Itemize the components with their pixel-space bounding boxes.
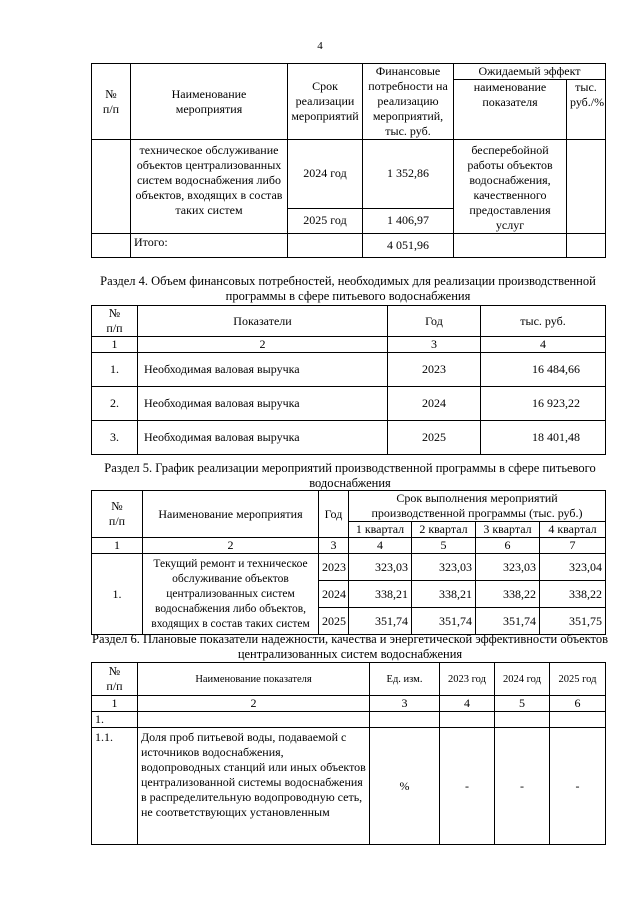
section6-title: Раздел 6. Плановые показатели надежности, качества и энергетической эффективности объектов централизованных систем водоснабжения <box>92 632 608 661</box>
s5-header-q2: 2 квартал <box>412 522 476 538</box>
s5-q3-value: 351,74 <box>476 608 540 635</box>
s6-header-2023: 2023 год <box>440 663 495 696</box>
s4-colnum: 2 <box>138 337 388 353</box>
s5-row-year: 2023 <box>319 554 349 581</box>
s5-colnum: 4 <box>349 538 412 554</box>
s5-header-name: Наименование мероприятия <box>143 491 319 538</box>
table-row-num: 2. <box>92 387 138 421</box>
s6-row2-name: Доля проб питьевой воды, подаваемой с источников водоснабжения, водопроводных станций или иных объектов централизованной системы водоснабжения в распределительную водопроводную сеть, не соответствующих установленным <box>138 728 370 845</box>
table-row-num: 3. <box>92 421 138 455</box>
section4-table <box>91 305 606 455</box>
activity-year-2025: 2025 год <box>288 208 363 233</box>
activity-value-2024: 1 352,86 <box>363 140 454 209</box>
s6-row1-2023 <box>440 712 495 728</box>
table-row-year: 2025 <box>388 421 481 455</box>
s6-row2-2025: - <box>550 728 606 845</box>
s4-colnum: 1 <box>92 337 138 353</box>
s6-row1-num: 1. <box>92 712 138 728</box>
header-term: Срок реализации мероприятий <box>288 64 363 140</box>
s4-header-year: Год <box>388 306 481 337</box>
table-row-value: 18 401,48 <box>481 421 606 455</box>
s5-colnum: 2 <box>143 538 319 554</box>
s6-header-2025: 2025 год <box>550 663 606 696</box>
s5-q1-value: 351,74 <box>349 608 412 635</box>
section6-table <box>91 662 606 845</box>
s6-colnum: 2 <box>138 696 370 712</box>
table-row-num: 1. <box>92 353 138 387</box>
header-finance: Финансовые потребности на реализацию мероприятий, тыс. руб. <box>363 64 454 140</box>
s5-q2-value: 323,03 <box>412 554 476 581</box>
s5-q2-value: 338,21 <box>412 581 476 608</box>
s6-colnum: 3 <box>370 696 440 712</box>
section4-title: Раздел 4. Объем финансовых потребностей, необходимых для реализации производственной программы в сфере питьевого водоснабжения <box>100 274 596 303</box>
s4-colnum: 3 <box>388 337 481 353</box>
s5-colnum: 7 <box>540 538 606 554</box>
s5-q3-value: 338,22 <box>476 581 540 608</box>
s5-item-num: 1. <box>92 554 143 635</box>
s5-row-year: 2024 <box>319 581 349 608</box>
s6-header-num: № п/п <box>92 663 138 696</box>
s5-colnum: 5 <box>412 538 476 554</box>
s4-header-indicator: Показатели <box>138 306 388 337</box>
table-row-value: 16 923,22 <box>481 387 606 421</box>
s4-colnum: 4 <box>481 337 606 353</box>
activity-value-2025: 1 406,97 <box>363 208 454 233</box>
total-unit <box>567 234 606 258</box>
table-row-name: Необходимая валовая выручка <box>138 353 388 387</box>
s6-row2-2024: - <box>495 728 550 845</box>
s6-colnum: 6 <box>550 696 606 712</box>
header-activity-name: Наименование мероприятия <box>131 64 288 140</box>
s4-header-num: № п/п <box>92 306 138 337</box>
s5-header-term: Срок выполнения мероприятий производственной программы (тыс. руб.) <box>349 491 606 522</box>
s5-header-q3: 3 квартал <box>476 522 540 538</box>
s6-row1-unit <box>370 712 440 728</box>
s6-row2-2023: - <box>440 728 495 845</box>
total-label: Итого: <box>131 234 288 258</box>
table-row-name: Необходимая валовая выручка <box>138 387 388 421</box>
s6-header-unit: Ед. изм. <box>370 663 440 696</box>
s6-row2-unit: % <box>370 728 440 845</box>
s5-item-name: Текущий ремонт и техническое обслуживание объектов централизованных систем водоснабжения либо объектов, входящих в состав таких систем <box>143 554 319 635</box>
s5-q4-value: 323,04 <box>540 554 606 581</box>
s5-row-year: 2025 <box>319 608 349 635</box>
s5-q4-value: 338,22 <box>540 581 606 608</box>
s5-header-year: Год <box>319 491 349 538</box>
s5-colnum: 3 <box>319 538 349 554</box>
s5-header-num: № п/п <box>92 491 143 538</box>
s5-colnum: 1 <box>92 538 143 554</box>
s6-row2-num: 1.1. <box>92 728 138 845</box>
s6-row1-2025 <box>550 712 606 728</box>
table-row-value: 16 484,66 <box>481 353 606 387</box>
activity-name: техническое обслуживание объектов централизованных систем водоснабжения либо объектов, входящих в состав таких систем <box>131 140 288 234</box>
s6-colnum: 1 <box>92 696 138 712</box>
section5-table <box>91 490 606 635</box>
s6-colnum: 4 <box>440 696 495 712</box>
total-term <box>288 234 363 258</box>
s6-header-name: Наименование показателя <box>138 663 370 696</box>
row-num <box>92 140 131 234</box>
s5-q1-value: 323,03 <box>349 554 412 581</box>
s5-header-q4: 4 квартал <box>540 522 606 538</box>
total-value: 4 051,96 <box>363 234 454 258</box>
s5-q3-value: 323,03 <box>476 554 540 581</box>
total-indicator <box>454 234 567 258</box>
activities-table <box>91 63 606 258</box>
s6-colnum: 5 <box>495 696 550 712</box>
table-row-year: 2023 <box>388 353 481 387</box>
s6-row1-2024 <box>495 712 550 728</box>
s5-q1-value: 338,21 <box>349 581 412 608</box>
total-num <box>92 234 131 258</box>
effect-unit <box>567 140 606 234</box>
header-indicator: наименование показателя <box>454 80 567 140</box>
s5-header-q1: 1 квартал <box>349 522 412 538</box>
table-row-year: 2024 <box>388 387 481 421</box>
page-number: 4 <box>317 40 323 52</box>
s6-row1-name <box>138 712 370 728</box>
table-row-name: Необходимая валовая выручка <box>138 421 388 455</box>
header-unit: тыс. руб./% <box>567 80 606 140</box>
section5-title: Раздел 5. График реализации мероприятий производственной программы в сфере питьевого водоснабжения <box>104 461 596 490</box>
activity-year-2024: 2024 год <box>288 140 363 209</box>
s6-header-2024: 2024 год <box>495 663 550 696</box>
s4-header-value: тыс. руб. <box>481 306 606 337</box>
header-num: № п/п <box>92 64 131 140</box>
s5-q4-value: 351,75 <box>540 608 606 635</box>
header-effect: Ожидаемый эффект <box>454 64 606 80</box>
s5-q2-value: 351,74 <box>412 608 476 635</box>
effect-text: бесперебойной работы объектов водоснабжения, качественного предоставления услуг <box>454 140 567 234</box>
s5-colnum: 6 <box>476 538 540 554</box>
